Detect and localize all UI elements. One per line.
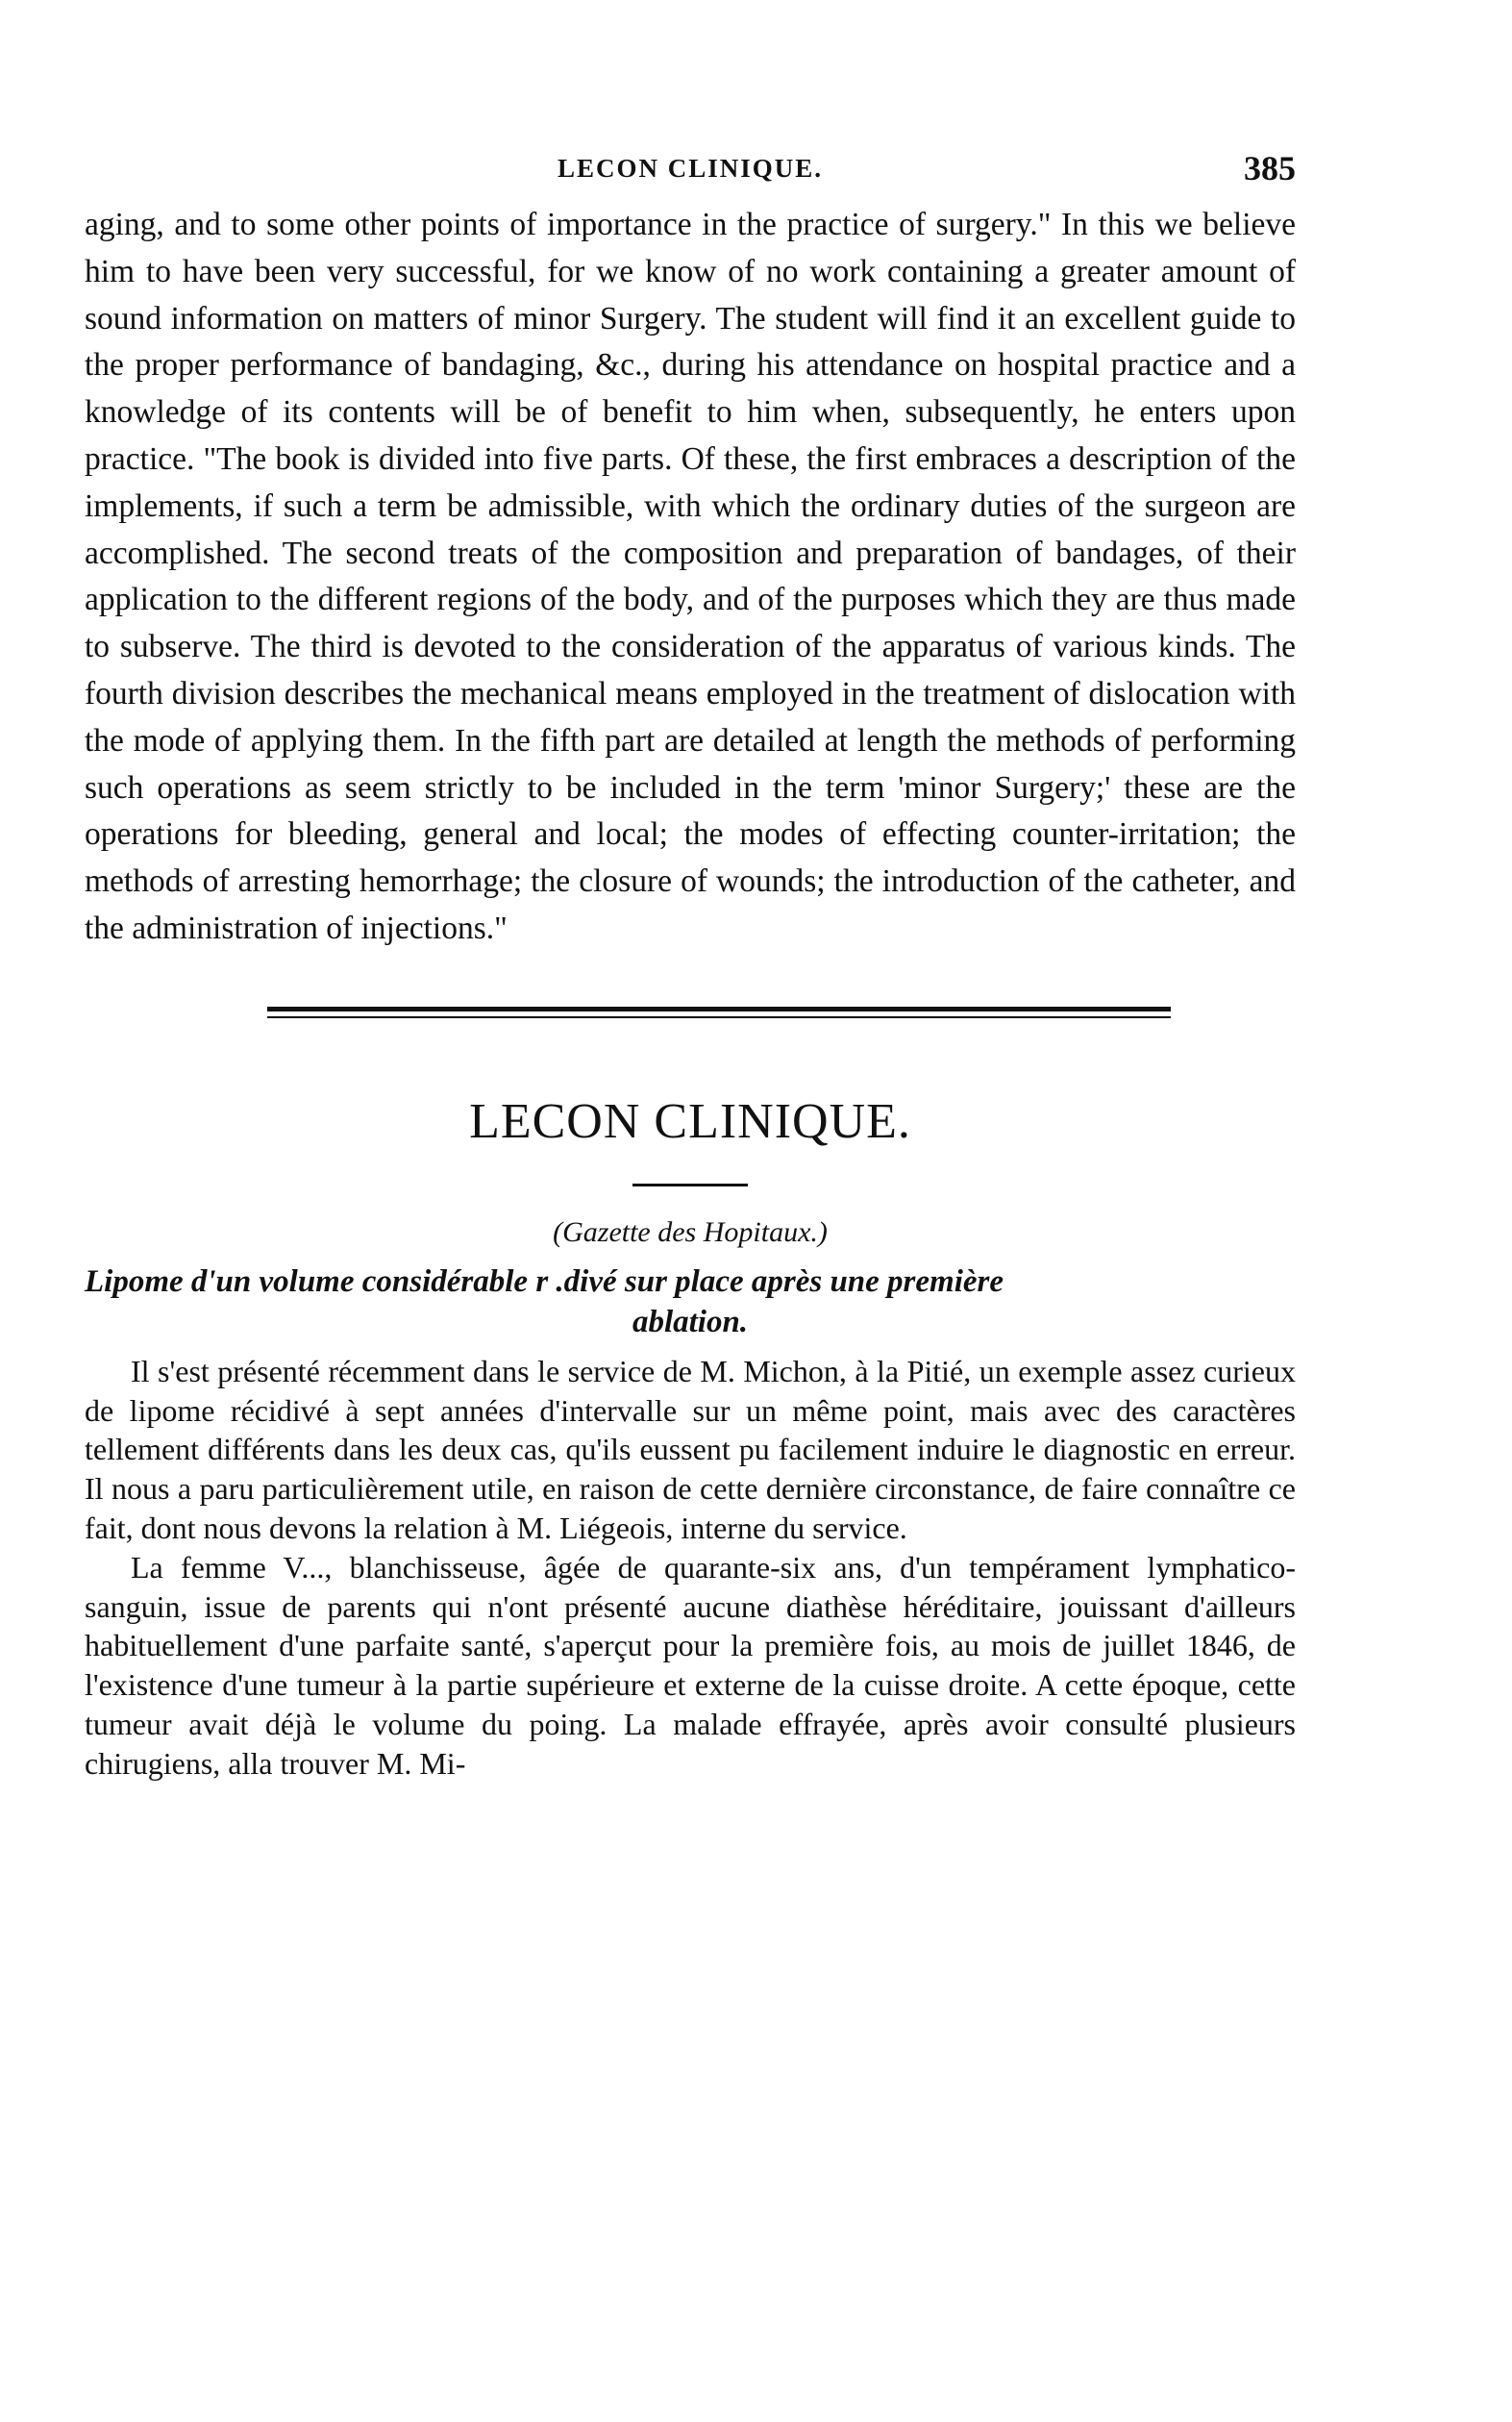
case-title-line-2: ablation. bbox=[632, 1304, 749, 1339]
review-paragraph: aging, and to some other points of importance in the practice of surgery." In this we believe him to have been very successful, for we know of no work containing a greater amount of sound information on matters of minor Surgery. The student will find it an excellent guide to the proper performance of bandaging, &c., during his attendance on hospital practice and a knowledge of its contents will be of benefit to him when, subsequently, he enters upon practice. "The book is divided into five parts. Of these, the first embraces a description of the implements, if such a term be admissible, with which the ordinary duties of the surgeon are accomplished. The second treats of the composition and preparation of bandages, of their application to the different regions of the body, and of the purposes which they are thus made to subserve. The third is devoted to the consideration of the apparatus of various kinds. The fourth division describes the mechanical means employed in the treatment of dislocation with the mode of applying them. In the fifth part are detailed at length the methods of performing such operations as seem strictly to be included in the term 'minor Surgery;' these are the operations for bleeding, general and local; the modes of effecting counter-irritation; the methods of arresting hemorrhage; the closure of wounds; the introduction of the catheter, and the administration of injections." bbox=[85, 207, 1296, 946]
case-title bbox=[85, 1261, 1296, 1342]
case-paragraph-2: La femme V..., blanchisseuse, âgée de quarante-six ans, d'un tempérament lymphatico-sanguin, issue de parents qui n'ont présenté aucune diathèse héréditaire, jouissant d'ailleurs habituellement d'une parfaite santé, s'aperçut pour la première fois, au mois de juillet 1846, de l'existence d'une tumeur à la partie supérieure et externe de la cuisse droite. A cette époque, cette tumeur avait déjà le volume du poing. La malade effrayée, après avoir consulté plusieurs chirugiens, alla trouver M. Mi- bbox=[85, 1549, 1296, 1781]
review-continuation bbox=[85, 202, 1296, 953]
article-source: (Gazette des Hopitaux.) bbox=[553, 1215, 828, 1248]
section-divider bbox=[267, 1007, 1171, 1018]
case-paragraph-1: Il s'est présenté récemment dans le service de M. Michon, à la Pitié, un exemple assez curieux de lipome récidivé à sept années d'intervalle sur un même point, mais avec des caractères tellement différents dans les deux cas, qu'ils eussent pu facilement induire le diagnostic en erreur. Il nous a paru particulièrement utile, en raison de cette dernière circonstance, de faire connaître ce fait, dont nous devons la relation à M. Liégeois, interne du service. bbox=[85, 1353, 1296, 1545]
running-title: LECON CLINIQUE. bbox=[557, 154, 824, 183]
book-page bbox=[85, 149, 1296, 1784]
article-title: LECON CLINIQUE. bbox=[469, 1093, 911, 1149]
case-title-line-1: Lipome d'un volume considérable r .divé sur place après une première bbox=[85, 1263, 1004, 1299]
page-number: 385 bbox=[1244, 149, 1296, 187]
title-rule bbox=[632, 1184, 748, 1186]
case-report bbox=[85, 1352, 1296, 1784]
running-head bbox=[85, 149, 1296, 202]
